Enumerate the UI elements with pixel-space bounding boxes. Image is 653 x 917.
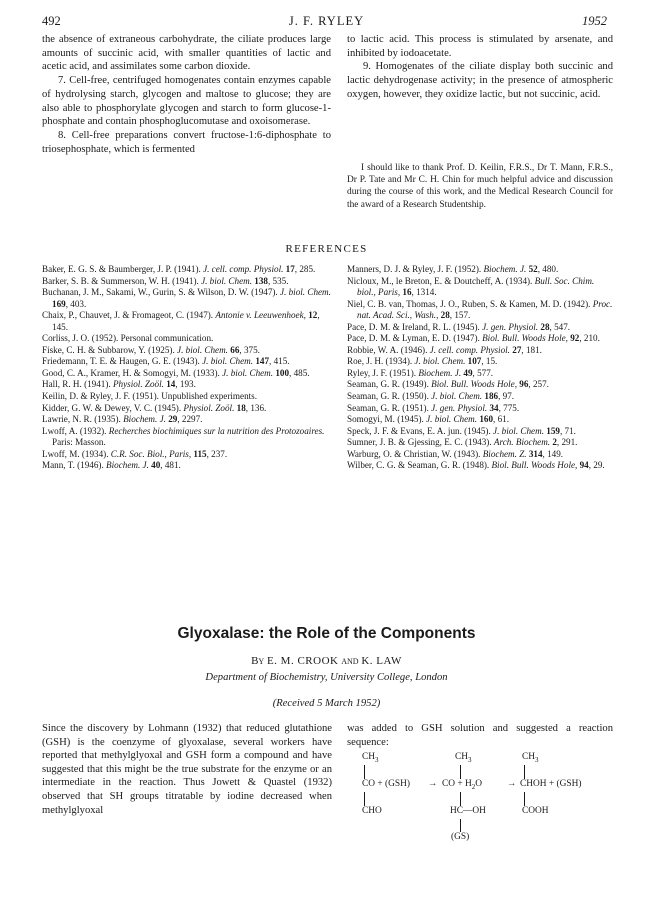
- affiliation: Department of Biochemistry, University College, London: [205, 672, 448, 683]
- byline-author: K. LAW: [361, 655, 402, 667]
- references-right-column: [347, 264, 615, 472]
- reference-entry: Roe, J. H. (1934). J. biol. Chem. 107, 15.: [347, 356, 498, 367]
- byline-author: E. M. CROOK: [266, 655, 339, 667]
- methyl-group: $CH_3$: [362, 752, 379, 764]
- methyl-group: $CH_3$: [522, 752, 539, 764]
- reference-entry: Corliss, J. O. (1952). Personal communication.: [42, 333, 214, 344]
- references-left-column: [42, 264, 332, 472]
- bond-line: [460, 819, 461, 832]
- article-right-text: was added to GSH solution and suggested a reaction sequence:: [347, 723, 613, 748]
- reference-entry: Barker, S. B. & Summerson, W. H. (1941). J. biol. Chem. 138, 535.: [42, 275, 289, 286]
- reaction-scheme: [362, 752, 612, 882]
- reference-entry: Lawrie, N. R. (1935). Biochem. J. 29, 2297.: [42, 414, 203, 425]
- bond-line: [460, 765, 461, 779]
- reference-entry: Warburg, O. & Christian, W. (1943). Biochem. Z. 314, 149.: [347, 448, 564, 459]
- gs-group: (GS): [451, 832, 470, 842]
- reference-entry: Hall, R. H. (1941). Physiol. Zoöl. 14, 193.: [42, 379, 196, 390]
- arrow-icon: →: [507, 779, 517, 789]
- page-number: 492: [42, 14, 61, 28]
- reference-entry: Niel, C. B. van, Thomas, J. O., Ruben, S. & Kamen, M. D. (1942). Proc. nat. Acad. Sci., Wash., 28, 157.: [347, 298, 613, 321]
- paragraph: 8. Cell-free preparations convert fructose-1:6-diphosphate to triosephosphate, which is fermented: [42, 129, 331, 155]
- reference-entry: Speck, J. F. & Evans, E. A. jun. (1945). J. biol. Chem. 159, 71.: [347, 425, 576, 436]
- reference-entry: Buchanan, J. M., Sakami, W., Gurin, S. & Wilson, D. W. (1947). J. biol. Chem. 169, 403.: [42, 287, 331, 309]
- arrow-icon: →: [428, 779, 438, 789]
- reference-entry: Chaix, P., Chauvet, J. & Fromageot, C. (1947). Antonie v. Leeuwenhoek, 12, 145.: [42, 310, 320, 332]
- bond-line: [364, 765, 365, 779]
- bond-line: [364, 792, 365, 806]
- byline-prefix: By: [251, 655, 265, 667]
- reference-entry: Friedemann, T. E. & Haugen, G. E. (1943). J. biol. Chem. 147, 415.: [42, 356, 290, 367]
- reference-entry: Seaman, G. R. (1950). J. biol. Chem. 186, 97.: [347, 391, 515, 402]
- reference-entry: Wilber, C. G. & Seaman, G. R. (1948). Biol. Bull. Woods Hole, 94, 29.: [347, 460, 605, 471]
- methyl-group: $CH_3$: [455, 752, 472, 764]
- reactant-co: CO + (GSH): [362, 779, 410, 789]
- reference-entry: Kidder, G. W. & Dewey, V. C. (1945). Physiol. Zoöl. 18, 136.: [42, 402, 267, 413]
- reference-entry: Nicloux, M., le Breton, E. & Doutcheff, A. (1934). Bull. Soc. Chim. biol., Paris, 16, 1314.: [347, 275, 595, 298]
- reference-entry: Ryley, J. F. (1951). Biochem. J. 49, 577.: [347, 367, 494, 378]
- reference-entry: Somogyi, M. (1945). J. biol. Chem. 160, 61.: [347, 414, 509, 425]
- product: CHOH + (GSH): [520, 779, 582, 789]
- article-title: Glyoxalase: the Role of the Components: [177, 625, 476, 642]
- byline: [0, 655, 653, 667]
- reference-entry: Robbie, W. A. (1946). J. cell. comp. Physiol. 27, 181.: [347, 344, 542, 355]
- received-date: (Received 5 March 1952): [272, 698, 381, 709]
- acknowledgement: I should like to thank Prof. D. Keilin, F.R.S., Dr T. Mann, F.R.S., Dr P. Tate and Mr C. H. Chin for much helpful advice and discussion during the course of this work, and the Medical Research Council for the award of a Research Studentship.: [347, 163, 613, 210]
- reference-entry: Pace, D. M. & Ireland, R. L. (1945). J. gen. Physiol. 28, 547.: [347, 321, 571, 332]
- page-year: 1952: [582, 14, 607, 28]
- reference-entry: Fiske, C. H. & Subbarow, Y. (1925). J. biol. Chem. 66, 375.: [42, 344, 260, 355]
- reference-entry: Good, C. A., Kramer, H. & Somogyi, M. (1933). J. biol. Chem. 100, 485.: [42, 367, 310, 378]
- bond-line: [524, 765, 525, 779]
- bond-line: [524, 792, 525, 806]
- reference-entry: Seaman, G. R. (1949). Biol. Bull. Woods Hole, 96, 257.: [347, 379, 549, 390]
- right-text-column: [347, 33, 613, 102]
- carboxyl-group: COOH: [522, 806, 549, 816]
- reference-entry: Sumner, J. B. & Gjessing, E. C. (1943). Arch. Biochem. 2, 291.: [347, 437, 578, 448]
- paragraph: 9. Homogenates of the ciliate display both succinic and lactic dehydrogenase activity; in the presence of atmospheric oxygen, however, they oxidize lactic, but not succinic, acid.: [347, 61, 613, 100]
- reference-entry: Lwoff, A. (1932). Recherches biochimiques sur la nutrition des Protozoaires. Paris: Masson.: [42, 425, 325, 448]
- reference-entry: Baker, E. G. S. & Baumberger, J. P. (1941). J. cell. comp. Physiol. 17, 285.: [42, 264, 316, 274]
- reference-entry: Mann, T. (1946). Biochem. J. 40, 481.: [42, 460, 181, 471]
- reference-entry: Pace, D. M. & Lyman, E. D. (1947). Biol. Bull. Woods Hole, 92, 210.: [347, 333, 600, 344]
- references-heading: REFERENCES: [285, 243, 368, 255]
- reference-entry: Keilin, D. & Ryley, J. F. (1951). Unpublished experiments.: [42, 391, 258, 402]
- left-text-column: [42, 33, 331, 156]
- paragraph: 7. Cell-free, centrifuged homogenates contain enzymes capable of hydrolysing starch, glycogen and maltose to glucose; they are also able to phosphorylate glycogen and starch to form glucose-1-phosphate and contain phosphoglucomutase and oxoisomerase.: [42, 75, 331, 128]
- reference-entry: Manners, D. J. & Ryley, J. F. (1952). Biochem. J. 52, 480.: [347, 264, 559, 274]
- intermediate: CO + $H_2O$: [442, 779, 483, 791]
- paragraph: to lactic acid. This process is stimulated by arsenate, and inhibited by iodoacetate.: [347, 34, 613, 59]
- paragraph: the absence of extraneous carbohydrate, the ciliate produces large amounts of succinic acid, with smaller quantities of lactic and acetic acid, and assimilates some carbon dioxide.: [42, 34, 331, 73]
- aldehyde-group: CHO: [362, 806, 382, 816]
- bond-line: [460, 792, 461, 806]
- article-left-text: Since the discovery by Lohmann (1932) that reduced glutathione (GSH) is the coenzyme of glyoxalase, several workers have reported that methylglyoxal and GSH form a compound and have suggested that this might be the true substrate for the enzyme or an intermediate in the reaction. Thus Jowett & Quastel (1932) observed that SH groups titratable by iodine decreased when methylglyoxal: [42, 723, 332, 816]
- running-head: J. F. RYLEY: [288, 14, 365, 28]
- reference-entry: Seaman, G. R. (1951). J. gen. Physiol. 34, 775.: [347, 402, 520, 413]
- reference-entry: Lwoff, M. (1934). C.R. Soc. Biol., Paris, 115, 237.: [42, 448, 228, 459]
- hydroxyl-group: HC—OH: [450, 806, 486, 816]
- byline-and: and: [341, 655, 359, 667]
